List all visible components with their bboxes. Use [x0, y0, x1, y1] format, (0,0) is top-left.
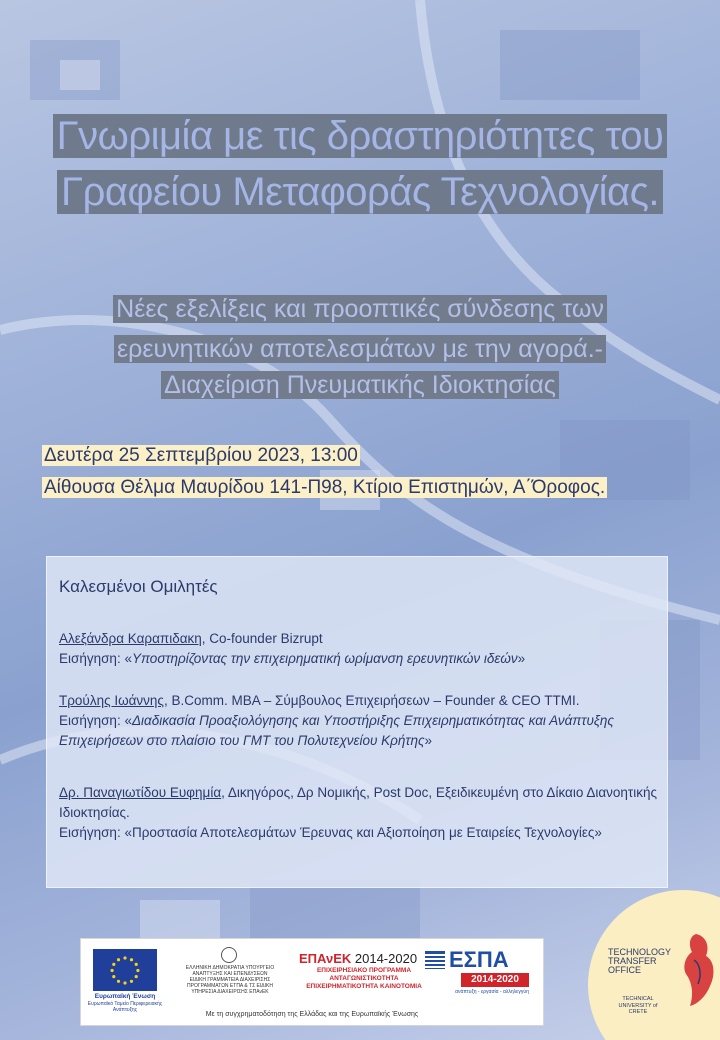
- speaker-entry: [59, 691, 659, 751]
- tto-logo-text: [608, 948, 671, 975]
- cofunding-note: Με τη συγχρηματοδότηση της Ελλάδας και της Ευρωπαϊκής Ένωσης: [205, 1011, 419, 1018]
- event-date: Δευτέρα 25 Σεπτεμβρίου 2023, 13:00: [44, 445, 358, 466]
- tuc-figure-icon: [676, 930, 718, 1010]
- talk-prefix: Εισήγηση: «: [59, 713, 132, 728]
- talk-title: Διαδικασία Προαξιολόγησης και Υποστήριξης Επιχειρηματικότητας και Ανάπτυξης Επιχειρήσεων στο πλαίσιο του ΓΜΤ του Πολυτεχνείου Κρήτης: [59, 713, 614, 748]
- tto-line-3: OFFICE: [608, 965, 641, 975]
- speaker-entry: [59, 629, 659, 669]
- talk-suffix: »: [424, 733, 433, 748]
- talk-title: Προστασία Αποτελεσμάτων Έρευνας και Αξιοποίηση με Εταιρείες Τεχνολογίες: [131, 825, 595, 840]
- epanek-name: ΕΠΑνΕΚ: [299, 951, 352, 966]
- eu-flag-icon: [93, 949, 157, 991]
- greek-emblem-icon: [221, 947, 237, 963]
- epanek-logo: [299, 951, 417, 966]
- sponsor-footer: [80, 938, 544, 1026]
- speaker-role: , Co-founder Bizrupt: [201, 631, 323, 646]
- speaker-name: Τρούλης Ιωάννης: [59, 693, 164, 708]
- speakers-panel: [46, 556, 668, 888]
- eu-sublabel: Ευρωπαϊκό Ταμείο Περιφερειακής Ανάπτυξης: [87, 1001, 163, 1013]
- espa-tagline: ανάπτυξη - εργασία - αλληλεγγύη: [455, 989, 529, 995]
- speaker-role: , B.Comm. MBA – Σύμβουλος Επιχειρήσεων – Founder & CEO TTMI.: [163, 693, 580, 708]
- talk-title: Υποστηρίζοντας την επιχειρηματική ωρίμανση ερευνητικών ιδεών: [131, 651, 518, 666]
- title-line-2: Γραφείου Μεταφοράς Τεχνολογίας.: [0, 170, 720, 214]
- title-line-1: Γνωριμία με τις δραστηριότητες του: [0, 114, 720, 158]
- tto-line-1: TECHNOLOGY: [608, 947, 672, 957]
- subtitle-line-2: ερευνητικών αποτελεσμάτων με την αγορά.-: [0, 334, 720, 364]
- tto-university: TECHNICAL UNIVERSITY of CRETE: [618, 996, 658, 1015]
- talk-suffix: »: [594, 825, 602, 840]
- subtitle-line-1: Νέες εξελίξεις και προοπτικές σύνδεσης των: [0, 294, 720, 324]
- tto-line-2: TRANSFER: [608, 956, 657, 966]
- speaker-role: , Δικηγόρος, Δρ Νομικής, Post Doc, Εξειδικευμένη στο Δίκαιο Διανοητικής Ιδιοκτησίας.: [59, 785, 658, 820]
- talk-suffix: »: [517, 651, 526, 666]
- espa-years: 2014-2020: [461, 973, 529, 987]
- speakers-heading: Καλεσμένοι Ομιλητές: [59, 577, 218, 596]
- subtitle-line-3: Διαχείριση Πνευματικής Ιδιοκτησίας: [0, 370, 720, 400]
- event-venue: Αίθουσα Θέλμα Μαυρίδου 141-Π98, Κτίριο Επιστημών, Α΄Όροφος.: [44, 477, 606, 498]
- greek-flag-icon: [425, 951, 445, 969]
- eu-label: Ευρωπαϊκή Ένωση: [94, 993, 156, 1000]
- speaker-name: Αλεξάνδρα Καραπιδακη: [59, 631, 202, 646]
- speaker-name: Δρ. Παναγιωτίδου Ευφημία: [59, 785, 222, 800]
- ministry-text: ΕΛΛΗΝΙΚΗ ΔΗΜΟΚΡΑΤΙΑ ΥΠΟΥΡΓΕΙΟ ΑΝΑΠΤΥΞΗΣ ΚΑΙ ΕΠΕΝΔΥΣΕΩΝ ΕΙΔΙΚΗ ΓΡΑΜΜΑΤΕΙΑ ΔΙΑΧΕΙΡΙΣΗΣ ΠΡΟΓΡΑΜΜΑΤΩΝ ΕΤΠΑ & ΤΣ ΕΙΔΙΚΗ ΥΠΗΡΕΣΙΑ ΔΙΑΧΕΙΡΙΣΗΣ ΕΠΑνΕΚ: [185, 965, 275, 995]
- epanek-sub: ΕΠΙΧΕΙΡΗΣΙΑΚΟ ΠΡΟΓΡΑΜΜΑ ΑΝΤΑΓΩΝΙΣΤΙΚΟΤΗΤΑ ΕΠΙΧΕΙΡΗΜΑΤΙΚΟΤΗΤΑ ΚΑΙΝΟΤΟΜΙΑ: [306, 967, 422, 990]
- speaker-entry: [59, 783, 659, 843]
- talk-prefix: Εισήγηση: «: [59, 825, 132, 840]
- epanek-years: 2014-2020: [354, 951, 418, 966]
- espa-logo: ΕΣΠΑ: [449, 947, 509, 972]
- talk-prefix: Εισήγηση: «: [59, 651, 132, 666]
